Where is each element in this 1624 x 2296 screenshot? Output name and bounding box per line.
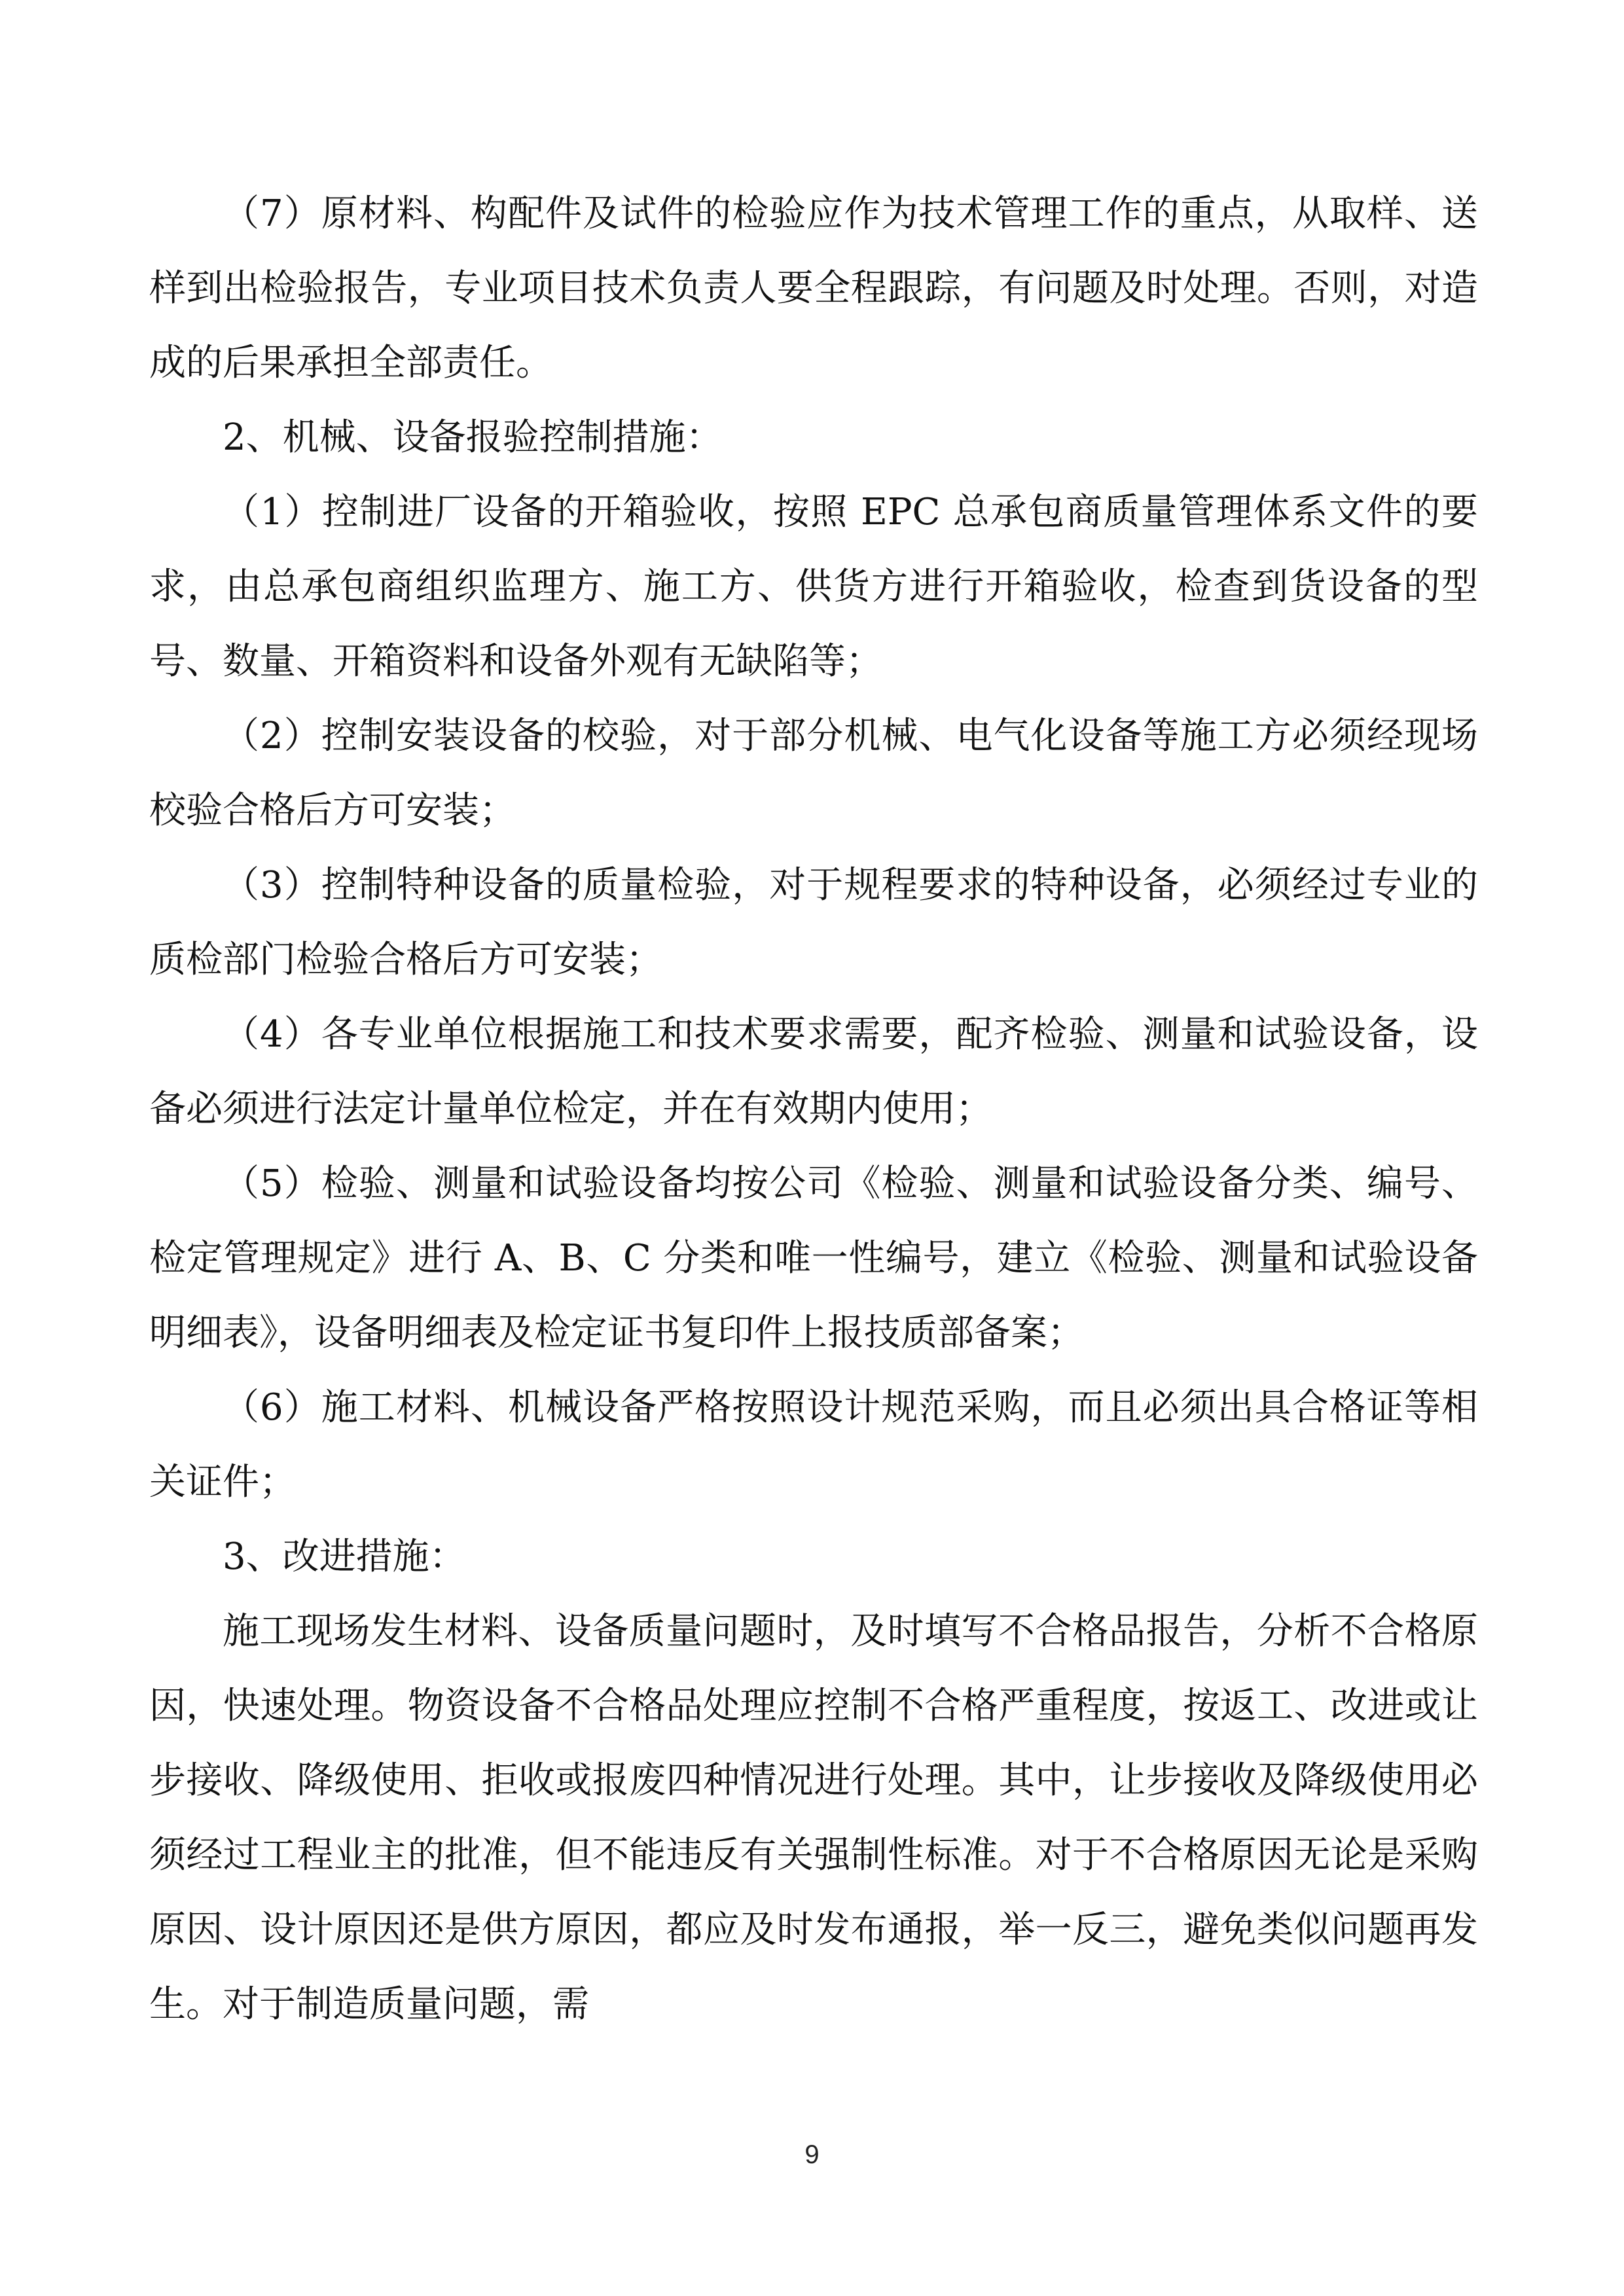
page-number: 9: [804, 2140, 820, 2169]
paragraph-testing-equipment-provision: （4）各专业单位根据施工和技术要求需要，配齐检验、测量和试验设备，设备必须进行法定计量单位检定，并在有效期内使用；: [149, 1013, 1478, 1130]
paragraph-unpacking-acceptance: （1）控制进厂设备的开箱验收，按照 EPC 总承包商质量管理体系文件的要求，由总承包商组织监理方、施工方、供货方进行开箱验收，检查到货设备的型号、数量、开箱资料和设备外观有无缺陷等；: [149, 491, 1478, 683]
paragraph-procurement-certificates: （6）施工材料、机械设备严格按照设计规范采购，而且必须出具合格证等相关证件；: [149, 1386, 1478, 1503]
paragraph-nonconformance-handling: 施工现场发生材料、设备质量问题时，及时填写不合格品报告，分析不合格原因，快速处理。物资设备不合格品处理应控制不合格严重程度，按返工、改进或让步接收、降级使用、拒收或报废四种情况进行处理。其中，让步接收及降级使用必须经过工程业主的批准，但不能违反有关强制性标准。对于不合格原因无论是采购原因、设计原因还是供方原因，都应及时发布通报，举一反三，避免类似问题再发生。对于制造质量问题，需: [149, 1610, 1478, 2026]
heading-equipment-inspection-control: 2、机械、设备报验控制措施：: [223, 416, 723, 459]
paragraph-special-equipment-inspection: （3）控制特种设备的质量检验，对于规程要求的特种设备，必须经过专业的质检部门检验合格后方可安装；: [149, 864, 1478, 981]
paragraph-raw-material-inspection: （7）原材料、构配件及试件的检验应作为技术管理工作的重点，从取样、送样到出检验报告，专业项目技术负责人要全程跟踪，有问题及时处理。否则，对造成的后果承担全部责任。: [149, 192, 1478, 384]
paragraph-installation-calibration: （2）控制安装设备的校验，对于部分机械、电气化设备等施工方必须经现场校验合格后方可安装；: [149, 715, 1478, 832]
document-body: [149, 177, 1478, 2042]
paragraph-equipment-classification: （5）检验、测量和试验设备均按公司《检验、测量和试验设备分类、编号、检定管理规定》进行 A、B、C 分类和唯一性编号，建立《检验、测量和试验设备明细表》，设备明细表及检定证书复印件上报技质部备案；: [149, 1162, 1478, 1354]
heading-improvement-measures: 3、改进措施：: [223, 1535, 466, 1578]
